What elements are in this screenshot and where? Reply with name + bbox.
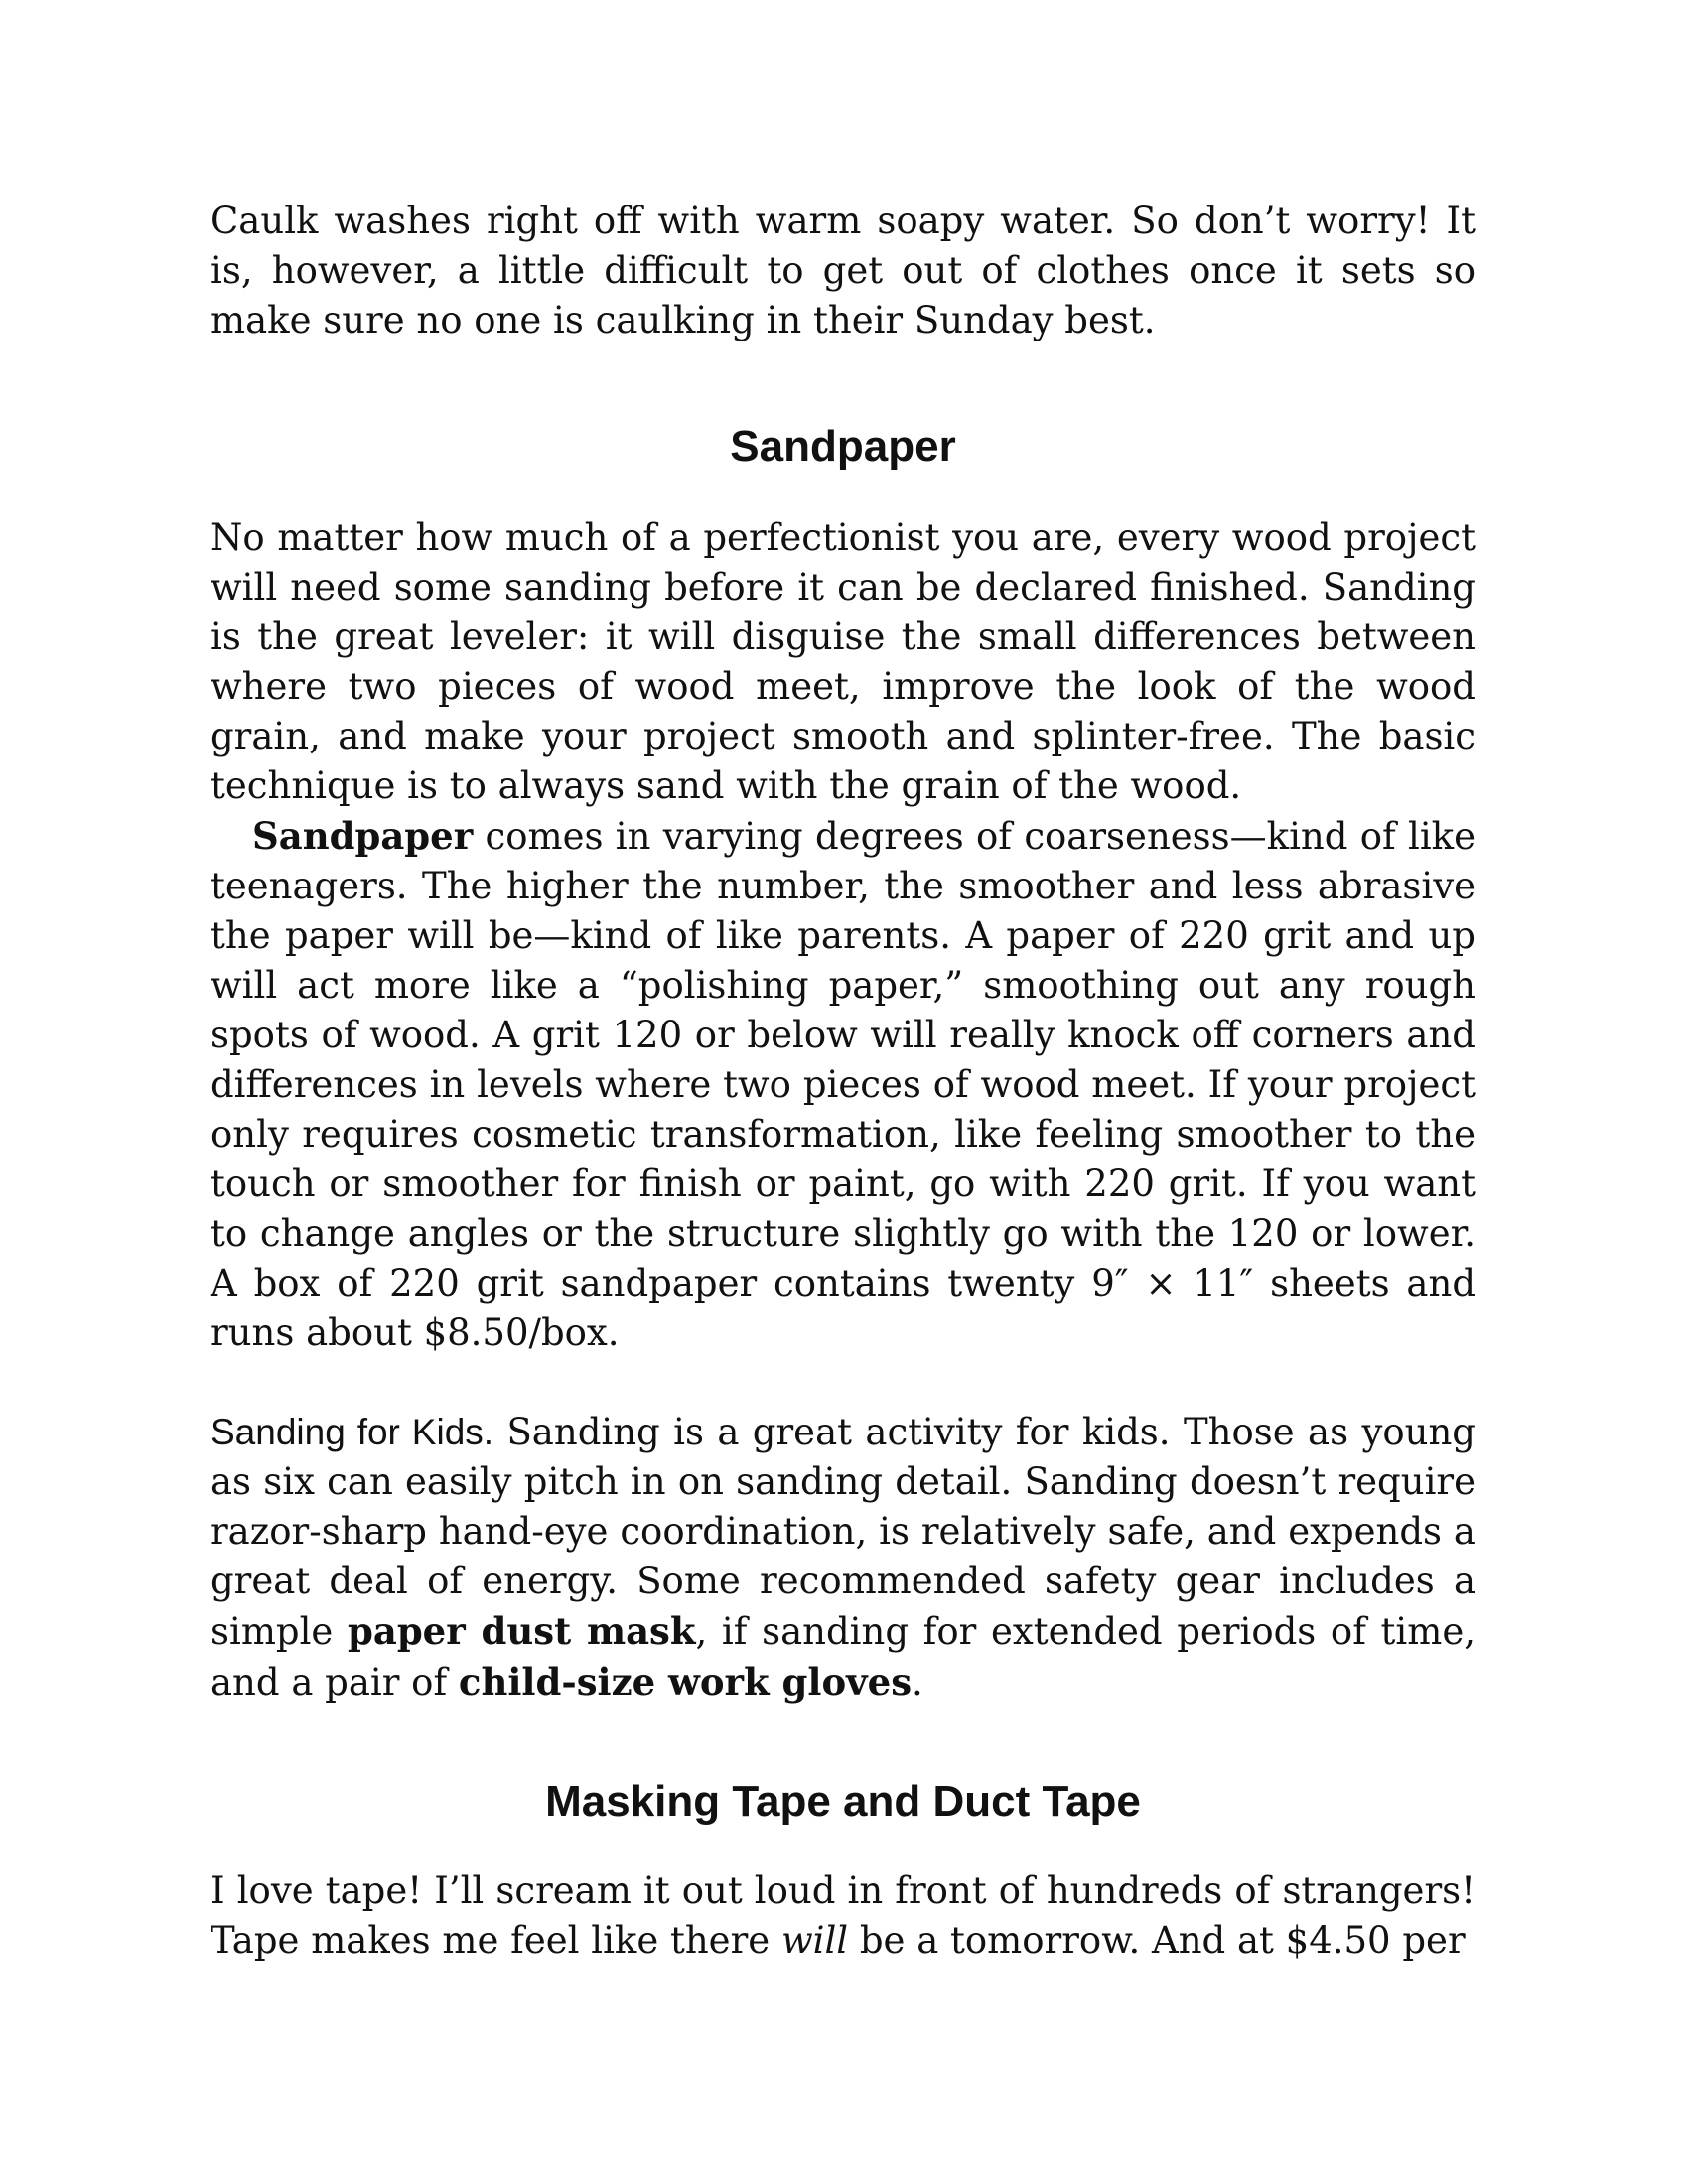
sandpaper-grit-text: comes in varying degrees of coarseness—kind of like teenagers. The higher the number, the smoother and less abrasive the paper will be—kind of like parents. A paper of 220 grit and up will act more like a “polishing paper,” smoothing out any rough spots of wood. A grit 120 or below will really knock off corners and differences in levels where two pieces of wood meet. If your project only requires cosmetic transformation, like feeling smoother to the touch or smoother for finish or paint, go with 220 grit. If you want to change angles or the structure slightly go with the 120 or lower. A box of 220 grit sandpaper contains twenty 9″ × 11″ sheets and runs about $8.50/box. [211, 815, 1476, 1354]
tape-text-1: I love tape! I’ll scream it out loud in front of hundreds of strangers! Tape makes me feel like there [211, 1869, 1476, 1962]
kids-text-1: Sanding is a great activity for kids. Those as young as six can easily pitch in on sanding detail. Sanding doesn’t require razor-sharp hand-eye coordination, is relatively safe, and expends a great deal of energy. Some recommended safety gear includes a simple [211, 1411, 1476, 1653]
work-gloves-term: child-size work gloves [458, 1660, 913, 1704]
tape-text-2: be a tomorrow. And at $4.50 per [848, 1919, 1466, 1962]
tape-paragraph [211, 1866, 1476, 1966]
page-content [211, 197, 1476, 1966]
tape-heading: Masking Tape and Duct Tape [545, 1777, 1141, 1826]
caulk-paragraph: Caulk washes right off with warm soapy water. So don’t worry! It is, however, a little difficult to get out of clothes once it sets so make sure no one is caulking in their Sunday best. [211, 200, 1476, 341]
sandpaper-term: Sandpaper [252, 814, 474, 858]
sandpaper-heading: Sandpaper [730, 422, 956, 471]
tape-emphasis: will [780, 1919, 849, 1962]
sandpaper-intro-paragraph: No matter how much of a perfectionist you are, every wood project will need some sanding before it can be declared finished. Sanding is the great leveler: it will disguise the small differences between where two pieces of wood meet, improve the look of the wood grain, and make your project smooth and splinter-free. The basic technique is to always sand with the grain of the wood. [211, 516, 1476, 807]
paper-dust-mask-term: paper dust mask [347, 1609, 696, 1653]
kids-text-3: . [912, 1661, 923, 1704]
sanding-for-kids-paragraph [211, 1408, 1476, 1707]
sandpaper-grit-paragraph [211, 811, 1476, 1358]
kids-text-2: , if sanding for extended periods of time, and a pair of [211, 1610, 1476, 1704]
sanding-for-kids-runin-heading: Sanding for Kids. [211, 1412, 494, 1452]
